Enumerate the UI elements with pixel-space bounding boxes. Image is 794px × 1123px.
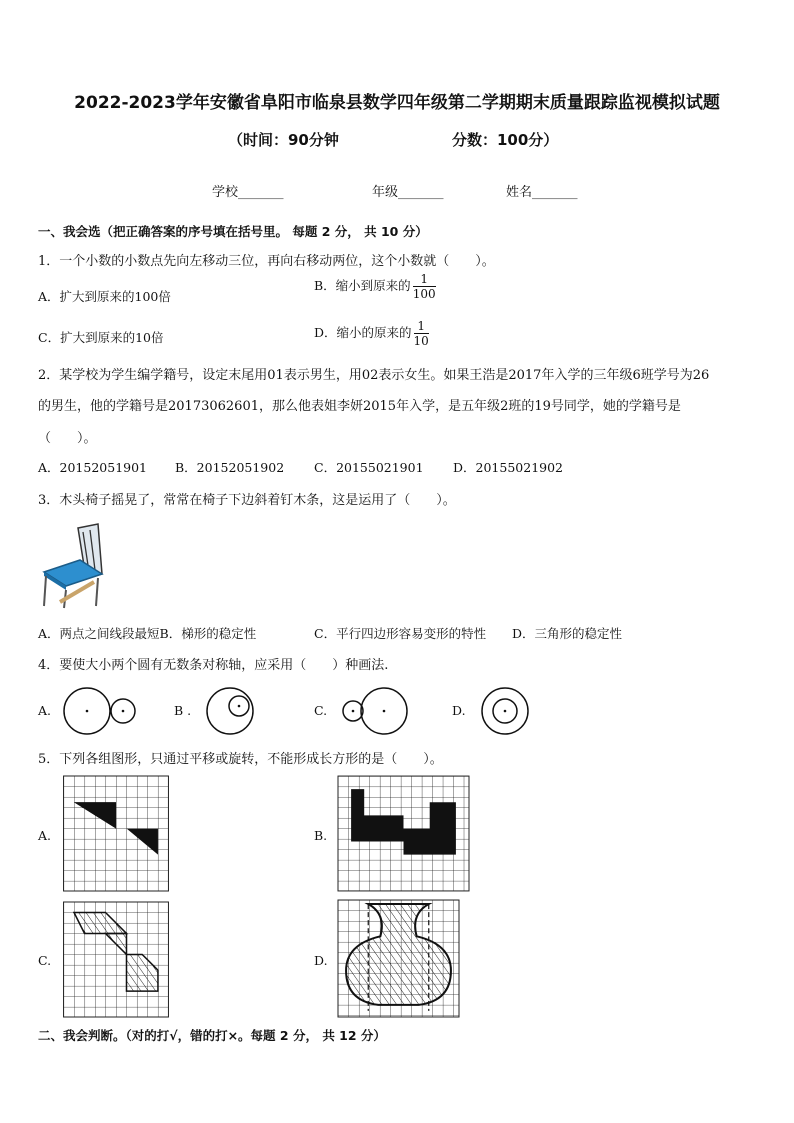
- q1-stem: 1．一个小数的小数点先向左移动三位，再向右移动两位，这个小数就（ ）。: [38, 254, 495, 269]
- grade-field: 年级_______: [372, 185, 444, 200]
- exam-score: 分数：100分）: [452, 131, 559, 149]
- section-2-heading: 二、我会判断。（对的打√，错的打×。每题 2 分， 共 12 分）: [38, 1028, 386, 1043]
- q4-stem: 4．要使大小两个圆有无数条对称轴，应采用（ ）种画法.: [38, 658, 389, 673]
- q2-option-b: B．20152051902: [175, 460, 285, 475]
- q4-option-d-label: D.: [452, 703, 466, 718]
- q3-option-d: D．三角形的稳定性: [512, 626, 623, 641]
- q5-figure-a: [63, 776, 169, 891]
- q5-figure-c: [63, 902, 169, 1017]
- q5-option-b-label: B.: [314, 828, 328, 843]
- q3-option-c: C．平行四边形容易变形的特性: [314, 626, 487, 641]
- fraction-denominator: 100: [412, 287, 436, 301]
- q4-option-c-label: C.: [314, 703, 328, 718]
- q5-option-c-label: C.: [38, 953, 52, 968]
- q5-figure-d: [338, 900, 459, 1017]
- q1-option-d: [314, 319, 429, 348]
- section-1-heading: 一、我会选（把正确答案的序号填在括号里。 每题 2 分， 共 10 分）: [38, 224, 428, 239]
- name-field: 姓名_______: [506, 185, 578, 200]
- q5-option-d-label: D.: [314, 953, 328, 968]
- q4-figure-a: [62, 686, 138, 736]
- q1-option-d-text: D．缩小的原来的: [314, 325, 412, 340]
- q1-option-d-fraction: [414, 319, 429, 348]
- q4-figure-b: [205, 686, 257, 736]
- q2-option-c: C．20155021901: [314, 460, 424, 475]
- q1-option-b-text: B．缩小到原来的: [314, 278, 411, 293]
- exam-time: （时间：90分钟: [228, 131, 339, 149]
- fraction-denominator: 10: [413, 334, 429, 348]
- school-field: 学校_______: [212, 185, 284, 200]
- q5-stem: 5．下列各组图形，只通过平移或旋转，不能形成长方形的是（ ）。: [38, 752, 443, 767]
- q4-figure-d: [481, 686, 531, 736]
- q2-line-1: 2．某学校为学生编学籍号，设定末尾用01表示男生，用02表示女生。如果王浩是2017年入学的三年级6班学号为26: [38, 368, 710, 383]
- q2-option-d: D．20155021902: [453, 460, 564, 475]
- fraction-numerator: 1: [414, 319, 429, 334]
- fraction-numerator: 1: [413, 272, 436, 287]
- q1-option-c: C．扩大到原来的10倍: [38, 330, 164, 345]
- chair-illustration: [40, 522, 110, 610]
- q1-option-b: [314, 272, 436, 301]
- q5-figure-b: [338, 776, 469, 891]
- q2-line-3: （ ）。: [38, 431, 97, 446]
- page-title: 2022-2023学年安徽省阜阳市临泉县数学四年级第二学期期末质量跟踪监视模拟试题: [74, 93, 720, 113]
- q5-option-a-label: A.: [38, 828, 52, 843]
- q2-line-2: 的男生，他的学籍号是20173062601，那么他表姐李妍2015年入学，是五年级2班的19号同学，她的学籍号是: [38, 399, 681, 414]
- q4-option-a-label: A.: [38, 703, 52, 718]
- q1-option-a: A．扩大到原来的100倍: [38, 289, 171, 304]
- q2-option-a: A．20152051901: [38, 460, 148, 475]
- q3-option-a-b: A．两点之间线段最短B．梯形的稳定性: [38, 626, 257, 641]
- q1-option-b-fraction: [413, 272, 436, 301]
- q4-figure-c: [341, 686, 411, 736]
- q4-option-b-label: B .: [174, 703, 192, 718]
- q3-stem: 3．木头椅子摇晃了，常常在椅子下边斜着钉木条，这是运用了（ ）。: [38, 493, 456, 508]
